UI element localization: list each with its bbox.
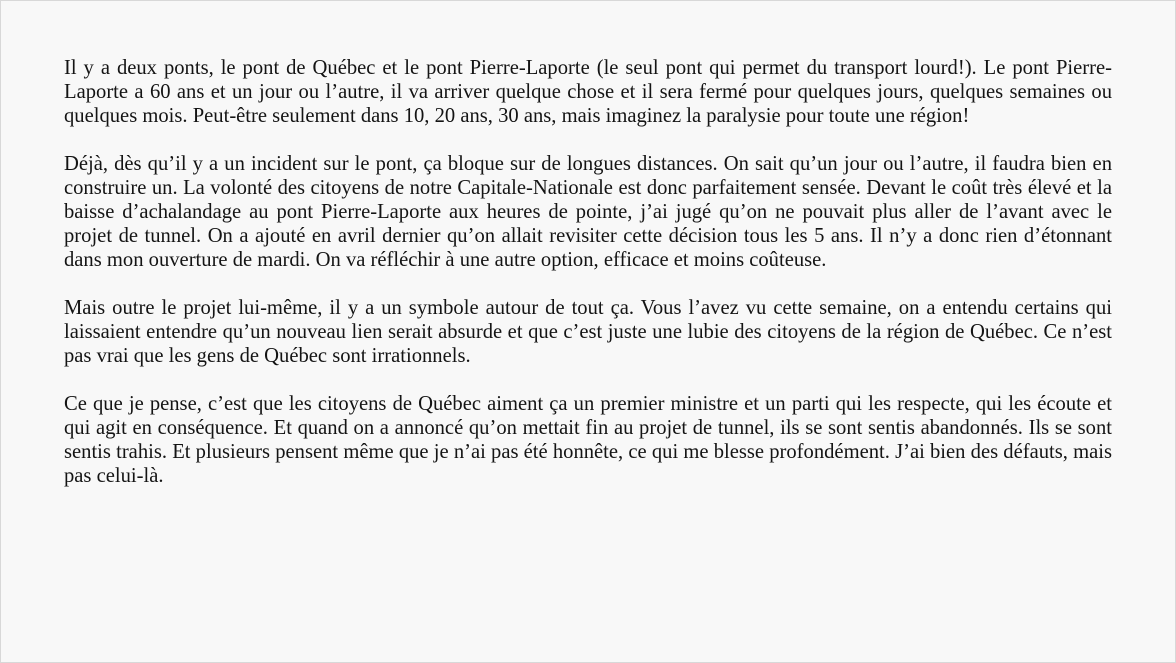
paragraph-2: Déjà, dès qu’il y a un incident sur le pont, ça bloque sur de longues distances. On sait qu’un jour ou l’autre, il faudra bien en construire un. La volonté des citoyens de notre Capitale-Nationale est donc parfaitement sensée. Devant le coût très élevé et la baisse d’achalandage au pont Pierre-Laporte aux heures de pointe, j’ai jugé qu’on ne pouvait plus aller de l’avant avec le projet de tunnel. On a ajouté en avril dernier qu’on allait revisiter cette décision tous les 5 ans. Il n’y a donc rien d’étonnant dans mon ouverture de mardi. On va réfléchir à une autre option, efficace et moins coûteuse. [64, 153, 1112, 271]
document-body [64, 56, 1112, 512]
paragraph-3: Mais outre le projet lui-même, il y a un symbole autour de tout ça. Vous l’avez vu cette semaine, on a entendu certains qui laissaient entendre qu’un nouveau lien serait absurde et que c’est juste une lubie des citoyens de la région de Québec. Ce n’est pas vrai que les gens de Québec sont irrationnels. [64, 297, 1112, 367]
paragraph-4: Ce que je pense, c’est que les citoyens de Québec aiment ça un premier ministre et un parti qui les respecte, qui les écoute et qui agit en conséquence. Et quand on a annoncé qu’on mettait fin au projet de tunnel, ils se sont sentis abandonnés. Ils se sont sentis trahis. Et plusieurs pensent même que je n’ai pas été honnête, ce qui me blesse profondément. J’ai bien des défauts, mais pas celui-là. [64, 393, 1112, 487]
paragraph-1: Il y a deux ponts, le pont de Québec et le pont Pierre-Laporte (le seul pont qui permet du transport lourd!). Le pont Pierre-Laporte a 60 ans et un jour ou l’autre, il va arriver quelque chose et il sera fermé pour quelques jours, quelques semaines ou quelques mois. Peut-être seulement dans 10, 20 ans, 30 ans, mais imaginez la paralysie pour toute une région! [64, 57, 1112, 127]
